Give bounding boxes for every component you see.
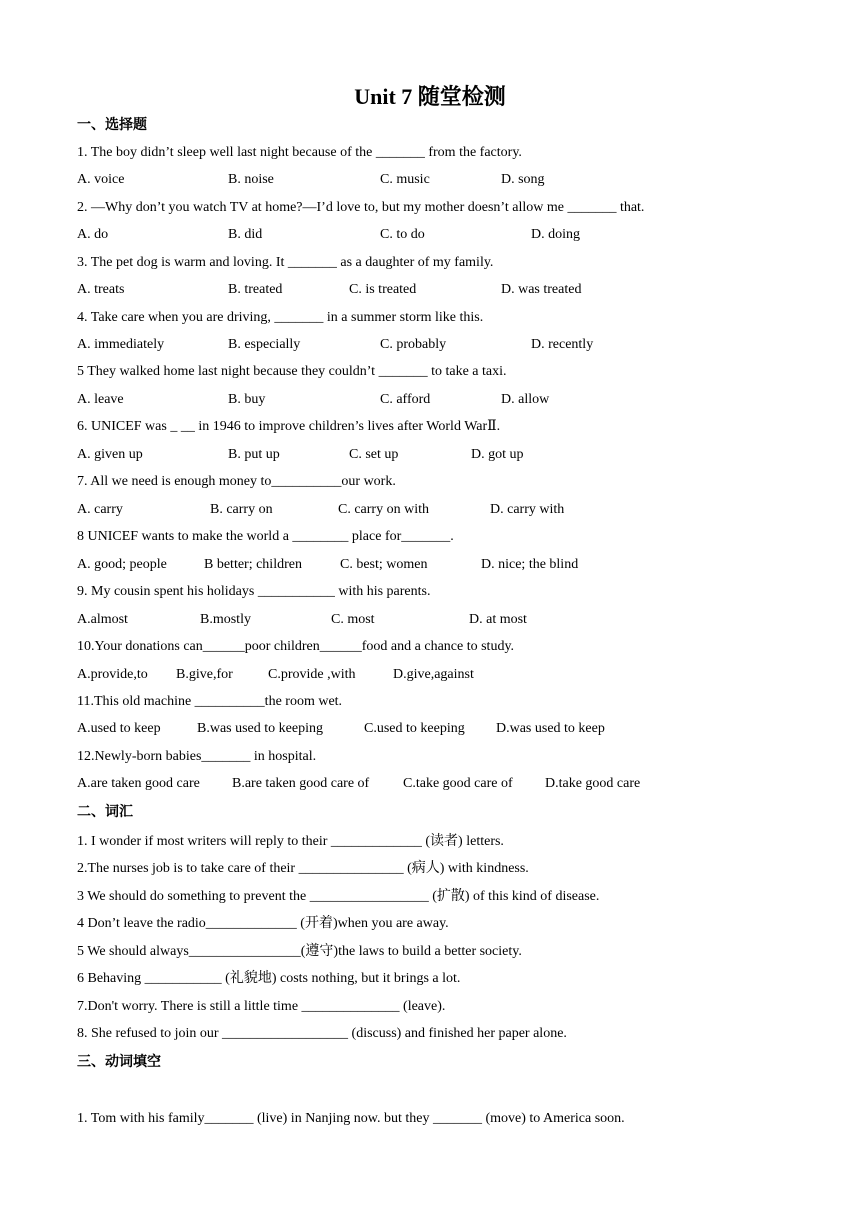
option-d: D. allow xyxy=(501,392,550,407)
option-a: A. immediately xyxy=(77,337,165,352)
option-a: A. leave xyxy=(77,392,124,407)
question-3: 3. The pet dog is warm and loving. It _______ as a daughter of my family. xyxy=(77,255,494,270)
option-d: D. doing xyxy=(531,227,580,242)
option-d: D. was treated xyxy=(501,282,582,297)
page-title: Unit 7 随堂检测 xyxy=(354,84,506,109)
option-c: C.provide ,with xyxy=(268,667,356,682)
option-c: C. most xyxy=(331,612,375,627)
vocab-item-1: 1. I wonder if most writers will reply to their _____________ (读者) letters. xyxy=(77,834,504,849)
option-a: A.provide,to xyxy=(77,667,148,682)
option-c: C.used to keeping xyxy=(364,721,465,736)
option-a: A. voice xyxy=(77,172,125,187)
option-a: A. do xyxy=(77,227,109,242)
option-b: B.give,for xyxy=(176,667,233,682)
vocab-item-5: 5 We should always________________(遵守)the laws to build a better society. xyxy=(77,944,522,959)
option-a: A.almost xyxy=(77,612,128,627)
option-a: A.are taken good care xyxy=(77,776,200,791)
vocab-item-7: 7.Don't worry. There is still a little time ______________ (leave). xyxy=(77,999,446,1014)
option-b: B. carry on xyxy=(210,502,273,517)
option-c: C. probably xyxy=(380,337,447,352)
option-c: C. music xyxy=(380,172,430,187)
question-8: 8 UNICEF wants to make the world a ________ place for_______. xyxy=(77,529,454,544)
option-c: C.take good care of xyxy=(403,776,513,791)
option-c: C. to do xyxy=(380,227,425,242)
option-c: C. best; women xyxy=(340,557,428,572)
verb-item-1: 1. Tom with his family_______ (live) in Nanjing now. but they _______ (move) to America soon. xyxy=(77,1111,625,1126)
option-b: B. especially xyxy=(228,337,301,352)
option-d: D. at most xyxy=(469,612,527,627)
option-d: D. song xyxy=(501,172,545,187)
option-a: A. treats xyxy=(77,282,125,297)
section-heading-verb-fill: 三、动词填空 xyxy=(77,1054,161,1070)
option-b: B. noise xyxy=(228,172,274,187)
option-b: B.mostly xyxy=(200,612,251,627)
option-b: B. treated xyxy=(228,282,283,297)
question-6: 6. UNICEF was _ __ in 1946 to improve children’s lives after World WarⅡ. xyxy=(77,419,501,434)
option-b: B. did xyxy=(228,227,263,242)
option-d: D. carry with xyxy=(490,502,565,517)
option-b: B.was used to keeping xyxy=(197,721,323,736)
question-12: 12.Newly-born babies_______ in hospital. xyxy=(77,749,317,764)
section-heading-multiple-choice: 一、选择题 xyxy=(77,117,147,133)
option-a: A. carry xyxy=(77,502,123,517)
option-d: D. recently xyxy=(531,337,594,352)
vocab-item-6: 6 Behaving ___________ (礼貌地) costs nothing, but it brings a lot. xyxy=(77,971,461,986)
question-10: 10.Your donations can______poor children______food and a chance to study. xyxy=(77,639,515,654)
vocab-item-4: 4 Don’t leave the radio_____________ (开着)when you are away. xyxy=(77,916,449,931)
option-d: D.was used to keep xyxy=(496,721,605,736)
option-c: C. is treated xyxy=(349,282,417,297)
option-a: A. given up xyxy=(77,447,143,462)
option-b: B. put up xyxy=(228,447,280,462)
question-2: 2. —Why don’t you watch TV at home?—I’d love to, but my mother doesn’t allow me _______ that. xyxy=(77,200,645,215)
vocab-item-2: 2.The nurses job is to take care of their _______________ (病人) with kindness. xyxy=(77,861,529,876)
option-d: D.take good care xyxy=(545,776,641,791)
option-a: A.used to keep xyxy=(77,721,161,736)
option-c: C. carry on with xyxy=(338,502,429,517)
question-11: 11.This old machine __________the room wet. xyxy=(77,694,343,709)
option-b: B better; children xyxy=(204,557,302,572)
question-5: 5 They walked home last night because they couldn’t _______ to take a taxi. xyxy=(77,364,507,379)
question-7: 7. All we need is enough money to__________our work. xyxy=(77,474,396,489)
option-d: D. got up xyxy=(471,447,524,462)
option-d: D.give,against xyxy=(393,667,474,682)
question-9: 9. My cousin spent his holidays ___________ with his parents. xyxy=(77,584,431,599)
section-heading-vocabulary: 二、词汇 xyxy=(77,804,133,820)
option-d: D. nice; the blind xyxy=(481,557,579,572)
question-4: 4. Take care when you are driving, _______ in a summer storm like this. xyxy=(77,310,484,325)
option-c: C. afford xyxy=(380,392,431,407)
vocab-item-3: 3 We should do something to prevent the _________________ (扩散) of this kind of disease. xyxy=(77,889,600,904)
question-1: 1. The boy didn’t sleep well last night because of the _______ from the factory. xyxy=(77,145,522,160)
option-b: B.are taken good care of xyxy=(232,776,370,791)
option-b: B. buy xyxy=(228,392,266,407)
option-c: C. set up xyxy=(349,447,399,462)
option-a: A. good; people xyxy=(77,557,167,572)
vocab-item-8: 8. She refused to join our __________________ (discuss) and finished her paper alone. xyxy=(77,1026,567,1041)
